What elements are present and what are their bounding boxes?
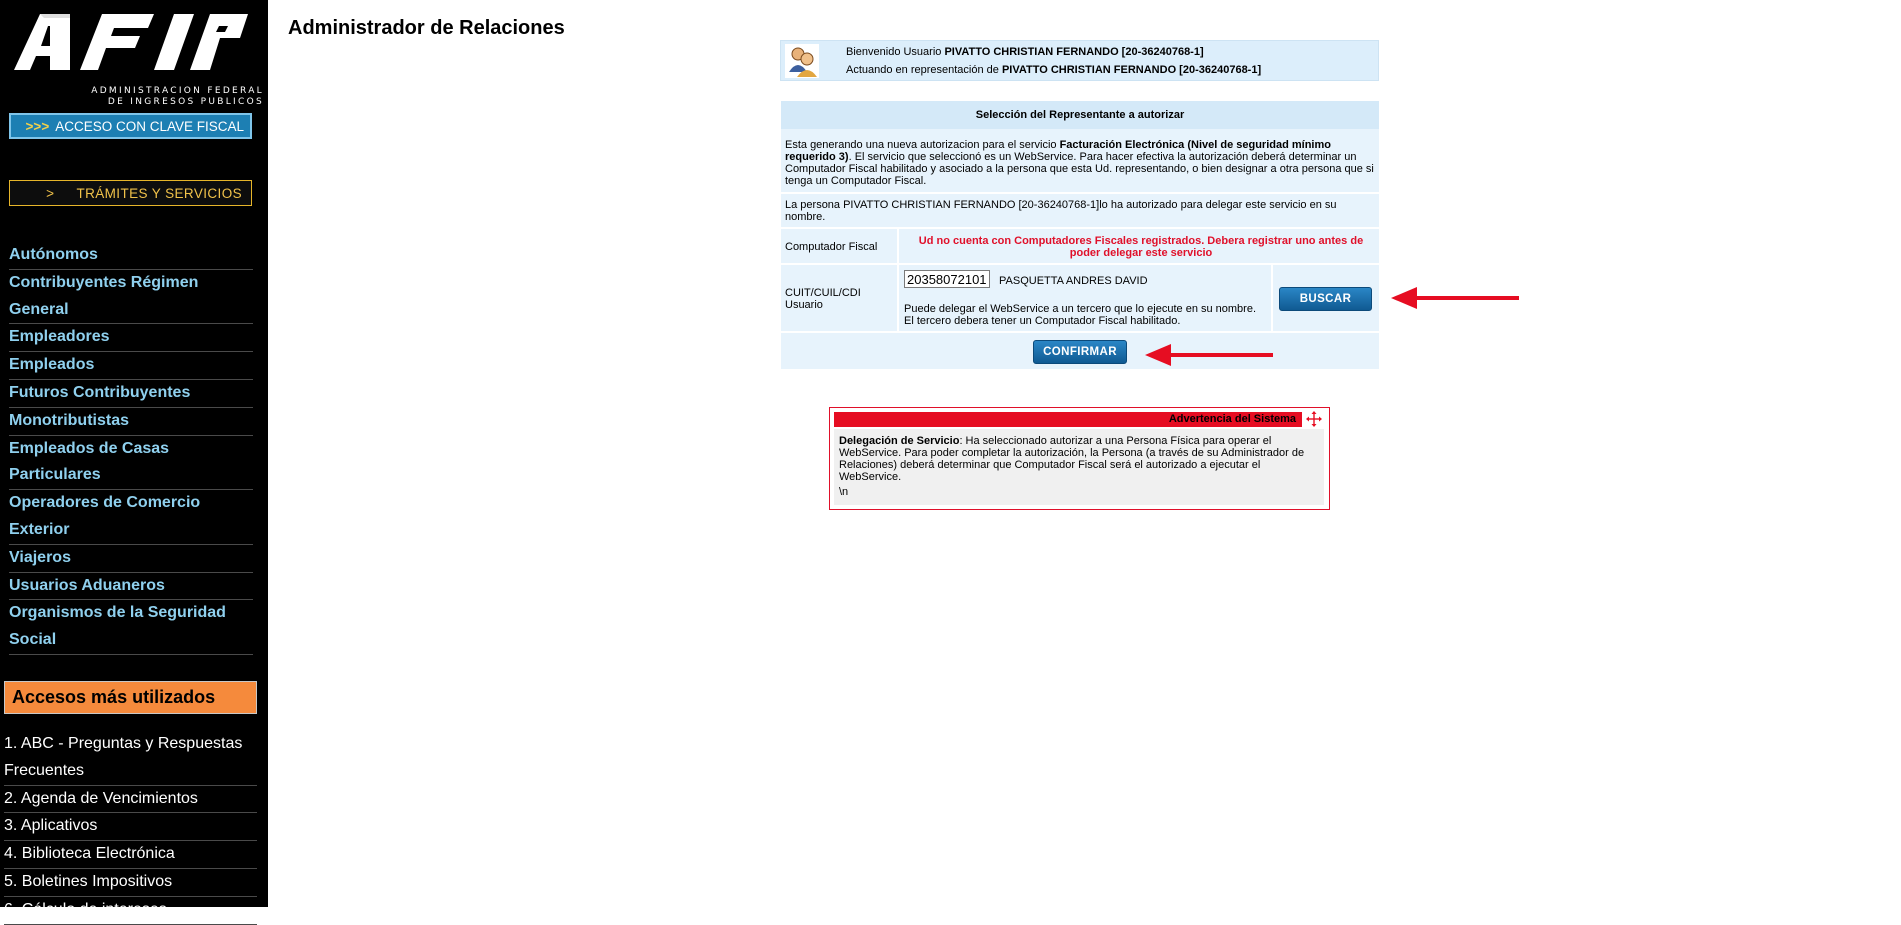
sidebar [0, 0, 268, 918]
service-name: Facturación Electrónica (Nivel de seguridad mínimo requerido 3) [785, 139, 1331, 163]
sidebar-item-viajeros[interactable]: Viajeros [9, 545, 253, 573]
description-part2: . El servicio que seleccionó es un WebService. Para hacer efectiva la autorización deberá determinar un Computador Fiscal habilitado y asociado a la persona que esta Ud. representando, o bien designar a otra persona que si tenga un Computador Fiscal. [785, 151, 1374, 187]
sidebar-item-usuarios-aduaneros[interactable]: Usuarios Aduaneros [9, 573, 253, 601]
logo-subtitle-line1: ADMINISTRACION FEDERAL [91, 86, 264, 96]
welcome-prefix: Bienvenido Usuario [846, 46, 945, 58]
list-item-label: Cálculo de intereses [21, 900, 167, 918]
annotation-arrow-icon [1391, 285, 1521, 311]
panel-header: Selección del Representante a autorizar [781, 101, 1379, 129]
welcome-box [780, 40, 1379, 81]
logo-subtitle-line2: DE INGRESOS PUBLICOS [107, 97, 264, 107]
warning-text: : Ha seleccionado autorizar a una Persona Física para operar el WebService. Para poder completar la autorización, la Persona (a través de su Administrador de Relaciones) deberá determinar que Computador Fiscal será el autorizado a ejecutar el WebService. [839, 435, 1305, 483]
sidebar-nav [9, 242, 253, 655]
welcome-user-name: PIVATTO CHRISTIAN FERNANDO [20-36240768-1] [944, 46, 1204, 58]
system-warning-box [829, 407, 1330, 510]
cuit-user-name: PASQUETTA ANDRES DAVID [999, 275, 1148, 287]
sidebar-item-operadores-comercio-exterior[interactable]: Operadores de Comercio Exterior [9, 490, 253, 545]
list-item-label: Boletines Impositivos [21, 872, 173, 890]
page-title: Administrador de Relaciones [288, 17, 565, 39]
logo-subtitle [86, 86, 264, 108]
column-divider [897, 229, 899, 331]
annotation-arrow-icon [1145, 342, 1275, 368]
cuit-label: CUIT/CUIL/CDI Usuario [785, 287, 861, 311]
acceso-clave-fiscal-button[interactable] [9, 113, 252, 139]
list-item-number: 1. [4, 735, 18, 752]
list-item-label: ABC - Preguntas y Respuestas Frecuentes [4, 735, 243, 779]
list-item-number: 3. [4, 817, 18, 835]
accesos-title: Accesos más utilizados [4, 681, 257, 714]
list-item-number: 2. [4, 789, 18, 807]
users-icon [785, 44, 819, 78]
buscar-button[interactable]: BUSCAR [1279, 287, 1372, 311]
permission-text: La persona PIVATTO CHRISTIAN FERNANDO [20-36240768-1]lo ha autorizado para delegar este servicio en su nombre. [785, 199, 1337, 223]
representing-prefix: Actuando en representación de [846, 64, 1002, 76]
sidebar-item-autonomos[interactable]: Autónomos [9, 242, 253, 270]
representing-line [846, 64, 1261, 76]
column-divider [1271, 265, 1273, 331]
list-item-number: 5. [4, 872, 18, 890]
list-item[interactable] [4, 786, 257, 814]
afip-logo-mark [14, 12, 250, 76]
list-item[interactable] [4, 841, 257, 869]
list-item[interactable] [4, 897, 257, 925]
welcome-user-line [846, 46, 1204, 58]
triple-chevron-icon: >>> [25, 118, 50, 134]
warning-body [834, 429, 1324, 505]
list-item[interactable] [4, 869, 257, 897]
move-icon[interactable] [1306, 411, 1322, 427]
list-item-number: 6. [4, 900, 18, 918]
cuit-input[interactable] [904, 270, 990, 288]
afip-logo[interactable] [14, 12, 264, 107]
computador-fiscal-label: Computador Fiscal [785, 241, 878, 253]
tramites-servicios-button[interactable] [9, 180, 252, 206]
row-divider [781, 263, 1379, 265]
sidebar-item-empleados[interactable]: Empleados [9, 352, 253, 380]
delegation-note: Puede delegar el WebService a un tercero que lo ejecute en su nombre. El tercero debera tener un Computador Fiscal habilitado. [904, 303, 1257, 327]
sidebar-item-organismos-seguridad-social[interactable]: Organismos de la Seguridad Social [9, 600, 253, 655]
warning-title: Advertencia del Sistema [834, 412, 1302, 427]
warning-lead: Delegación de Servicio [839, 435, 960, 447]
representing-user-name: PIVATTO CHRISTIAN FERNANDO [20-36240768-1] [1001, 64, 1262, 76]
sidebar-item-contribuyentes-regimen-general[interactable]: Contribuyentes Régimen General [9, 270, 253, 325]
service-description [785, 139, 1375, 187]
row-divider [781, 331, 1379, 333]
list-item-number: 4. [4, 845, 18, 863]
representative-panel [781, 101, 1379, 369]
description-part1: Esta generando una nueva autorizacion para el servicio [785, 139, 1060, 151]
list-item-label: Aplicativos [20, 817, 98, 835]
list-item-label: Agenda de Vencimientos [20, 789, 198, 807]
row-divider [781, 192, 1379, 194]
sidebar-item-empleados-casas-particulares[interactable]: Empleados de Casas Particulares [9, 436, 253, 491]
sidebar-item-monotributistas[interactable]: Monotributistas [9, 408, 253, 436]
row-divider [781, 227, 1379, 229]
list-item[interactable] [4, 731, 257, 786]
sidebar-item-empleadores[interactable]: Empleadores [9, 324, 253, 352]
sidebar-item-futuros-contribuyentes[interactable]: Futuros Contribuyentes [9, 380, 253, 408]
acceso-clave-fiscal-label: ACCESO CON CLAVE FISCAL [55, 118, 244, 134]
warning-message [839, 435, 1319, 483]
list-item[interactable] [4, 813, 257, 841]
list-item-label: Biblioteca Electrónica [21, 845, 175, 863]
chevron-right-icon: > [46, 185, 55, 201]
computador-fiscal-error: Ud no cuenta con Computadores Fiscales registrados. Debera registrar uno antes de poder delegar este servicio [918, 235, 1364, 259]
warning-extra: \n [839, 486, 849, 498]
tramites-servicios-label: TRÁMITES Y SERVICIOS [76, 185, 242, 201]
confirmar-button[interactable]: CONFIRMAR [1033, 340, 1127, 364]
accesos-list [4, 731, 257, 925]
